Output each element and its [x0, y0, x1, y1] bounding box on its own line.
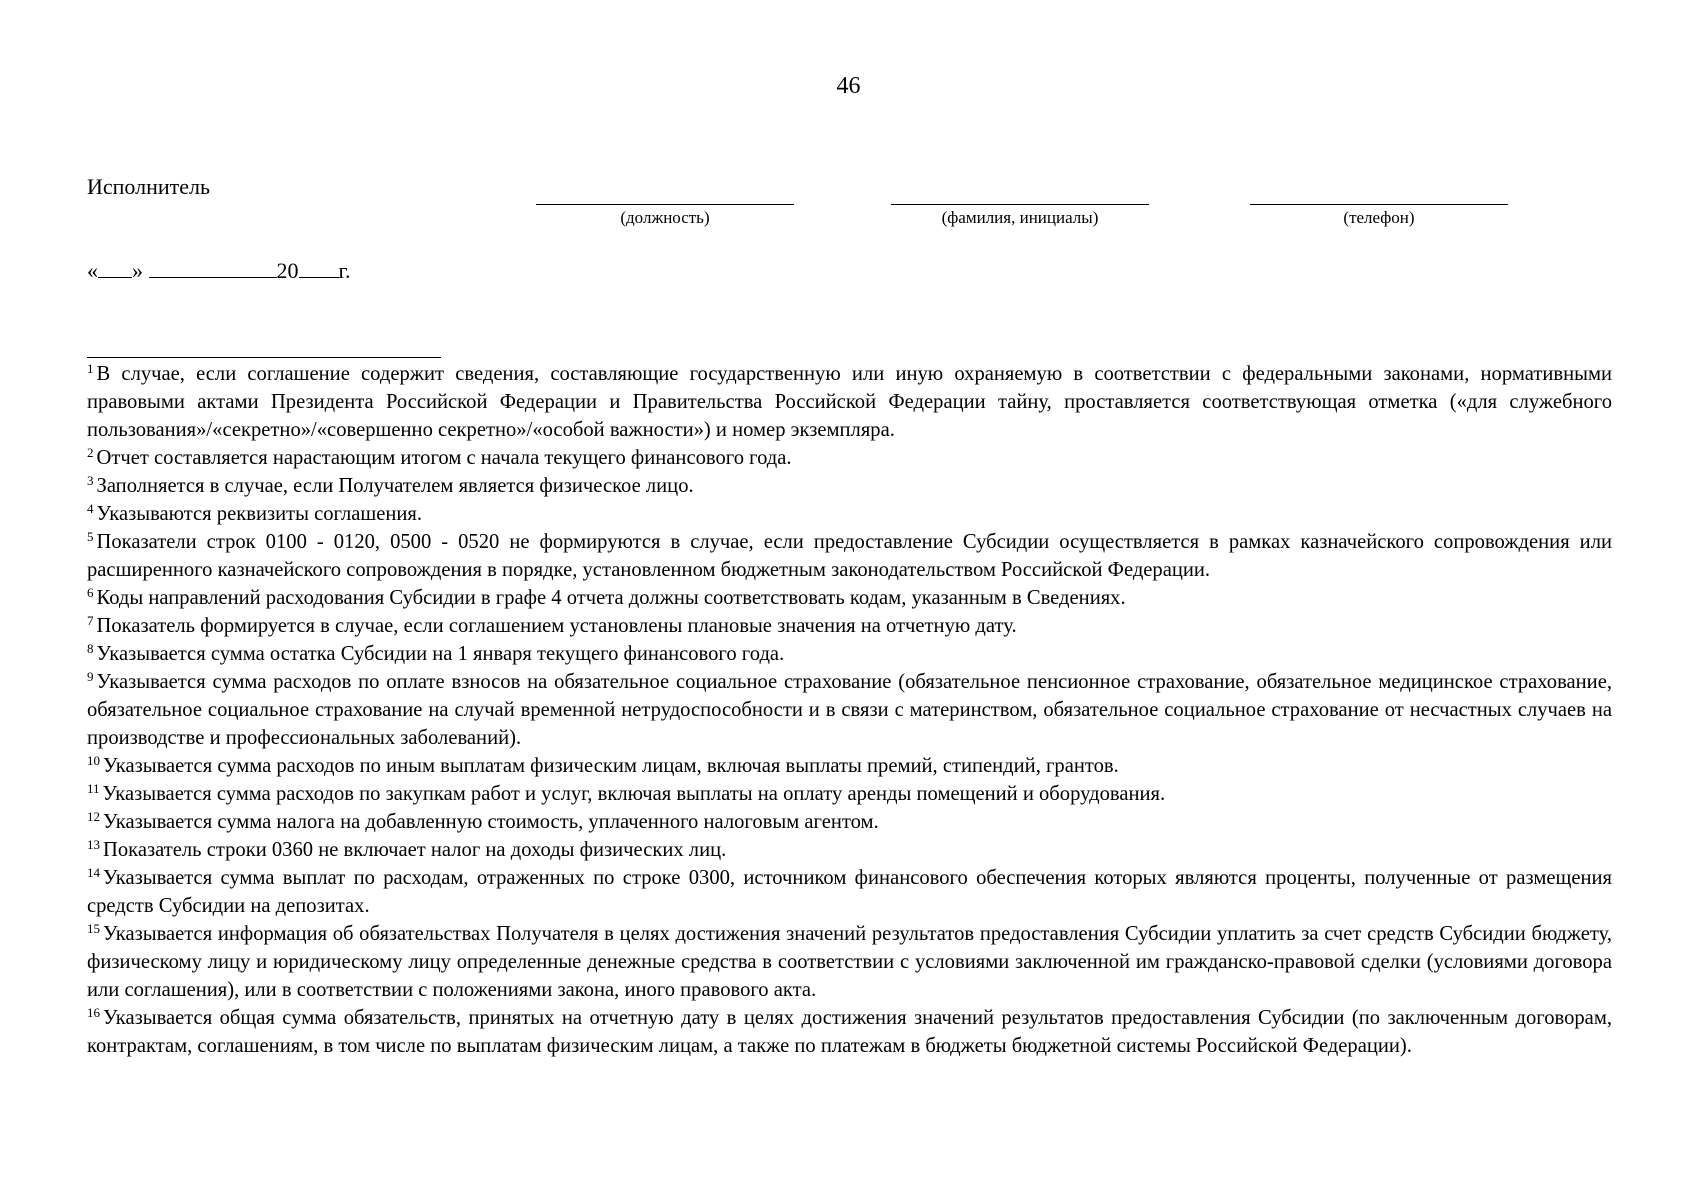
footnotes-list	[87, 360, 1612, 1060]
footnote-item	[87, 920, 1612, 1004]
footnote-item	[87, 360, 1612, 444]
footnote-number: 14	[87, 865, 100, 880]
footnote-item	[87, 752, 1612, 780]
footnote-text: Показатели строк 0100 - 0120, 0500 - 0520 не формируются в случае, если предоставление Субсидии осуществляется в рамках казначейского сопровождения или расширенного казначейского сопровождения в порядке, установленном бюджетным законодательством Российской Федерации.	[87, 531, 1612, 581]
footnote-number: 9	[87, 669, 94, 684]
footnote-text: Заполняется в случае, если Получателем является физическое лицо.	[96, 475, 694, 497]
phone-field	[1250, 184, 1508, 228]
footnote-item	[87, 808, 1612, 836]
footnote-item	[87, 500, 1612, 528]
name-caption: (фамилия, инициалы)	[941, 208, 1099, 227]
day-blank	[98, 259, 132, 278]
footnote-number: 13	[87, 837, 100, 852]
year-blank	[299, 259, 339, 278]
footnote-number: 6	[87, 585, 94, 600]
footnote-item	[87, 528, 1612, 584]
phone-caption: (телефон)	[1343, 208, 1415, 227]
footnote-item	[87, 1004, 1612, 1060]
footnote-item	[87, 836, 1612, 864]
executor-label: Исполнитель	[87, 174, 211, 199]
footnote-text: Указывается сумма расходов по закупкам работ и услуг, включая выплаты на оплату аренды помещений и оборудования.	[102, 783, 1166, 805]
footnote-number: 11	[87, 781, 100, 796]
footnote-item	[87, 640, 1612, 668]
footnote-number: 12	[87, 809, 100, 824]
name-line	[891, 184, 1149, 205]
footnote-item	[87, 444, 1612, 472]
footnote-number: 4	[87, 501, 94, 516]
position-line	[536, 184, 794, 205]
footnote-number: 15	[87, 921, 100, 936]
date-open-quote: «	[87, 258, 98, 283]
date-close-quote: »	[132, 258, 143, 283]
footnote-item	[87, 864, 1612, 920]
footnote-item	[87, 668, 1612, 752]
footnote-number: 8	[87, 641, 94, 656]
footnote-item	[87, 472, 1612, 500]
month-blank	[149, 259, 277, 278]
year-suffix: г.	[338, 258, 351, 283]
footnote-number: 10	[87, 753, 100, 768]
footnote-text: Указывается сумма расходов по оплате взносов на обязательное социальное страхование (обязательное пенсионное страхование, обязательное медицинское страхование, обязательное социальное страхование на случай временной нетрудоспособности и в связи с материнством, обязательное социальное страхование от несчастных случаев на производстве и профессиональных заболеваний).	[87, 671, 1612, 749]
footnote-number: 7	[87, 613, 94, 628]
year-prefix: 20	[276, 258, 299, 283]
footnote-separator	[87, 357, 441, 358]
footnote-number: 2	[87, 445, 94, 460]
name-field	[891, 184, 1149, 228]
footnote-text: Указывается общая сумма обязательств, принятых на отчетную дату в целях достижения значений результатов предоставления Субсидии (по заключенным договорам, контрактам, соглашениям, в том числе по выплатам физическим лицам, а также по платежам в бюджеты бюджетной системы Российской Федерации).	[87, 1007, 1612, 1057]
footnote-item	[87, 780, 1612, 808]
footnote-text: Указываются реквизиты соглашения.	[96, 503, 423, 525]
date-line	[87, 258, 351, 284]
position-caption: (должность)	[620, 208, 710, 227]
footnote-number: 3	[87, 473, 94, 488]
footnote-text: Показатель строки 0360 не включает налог на доходы физических лиц.	[103, 839, 727, 861]
footnote-number: 1	[87, 361, 94, 376]
footnote-number: 16	[87, 1005, 100, 1020]
footnote-text: Отчет составляется нарастающим итогом с начала текущего финансового года.	[96, 447, 792, 469]
page-number: 46	[836, 73, 861, 99]
footnote-text: Указывается сумма расходов по иным выплатам физическим лицам, включая выплаты премий, стипендий, грантов.	[103, 755, 1119, 777]
footnote-item	[87, 612, 1612, 640]
position-field	[536, 184, 794, 228]
phone-line	[1250, 184, 1508, 205]
footnote-text: Показатель формируется в случае, если соглашением установлены плановые значения на отчетную дату.	[96, 615, 1017, 637]
footnote-text: Указывается информация об обязательствах Получателя в целях достижения значений результатов предоставления Субсидии уплатить за счет средств Субсидии бюджету, физическому лицу и юридическому лицу определенные денежные средства в соответствии с условиями заключенной им гражданско-правовой сделки (условиями договора или соглашения), или в соответствии с положениями закона, иного правового акта.	[87, 923, 1612, 1001]
footnote-text: Коды направлений расходования Субсидии в графе 4 отчета должны соответствовать кодам, указанным в Сведениях.	[96, 587, 1126, 609]
footnote-text: В случае, если соглашение содержит сведения, составляющие государственную или иную охраняемую в соответствии с федеральными законами, нормативными правовыми актами Президента Российской Федерации и Правительства Российской Федерации тайну, проставляется соответствующая отметка («для служебного пользования»/«секретно»/«совершенно секретно»/«особой важности») и номер экземпляра.	[87, 363, 1612, 441]
footnote-text: Указывается сумма выплат по расходам, отраженных по строке 0300, источником финансового обеспечения которых являются проценты, полученные от размещения средств Субсидии на депозитах.	[87, 867, 1612, 917]
footnote-text: Указывается сумма налога на добавленную стоимость, уплаченного налоговым агентом.	[103, 811, 879, 833]
footnote-number: 5	[87, 529, 94, 544]
footnote-text: Указывается сумма остатка Субсидии на 1 января текущего финансового года.	[96, 643, 785, 665]
footnote-item	[87, 584, 1612, 612]
